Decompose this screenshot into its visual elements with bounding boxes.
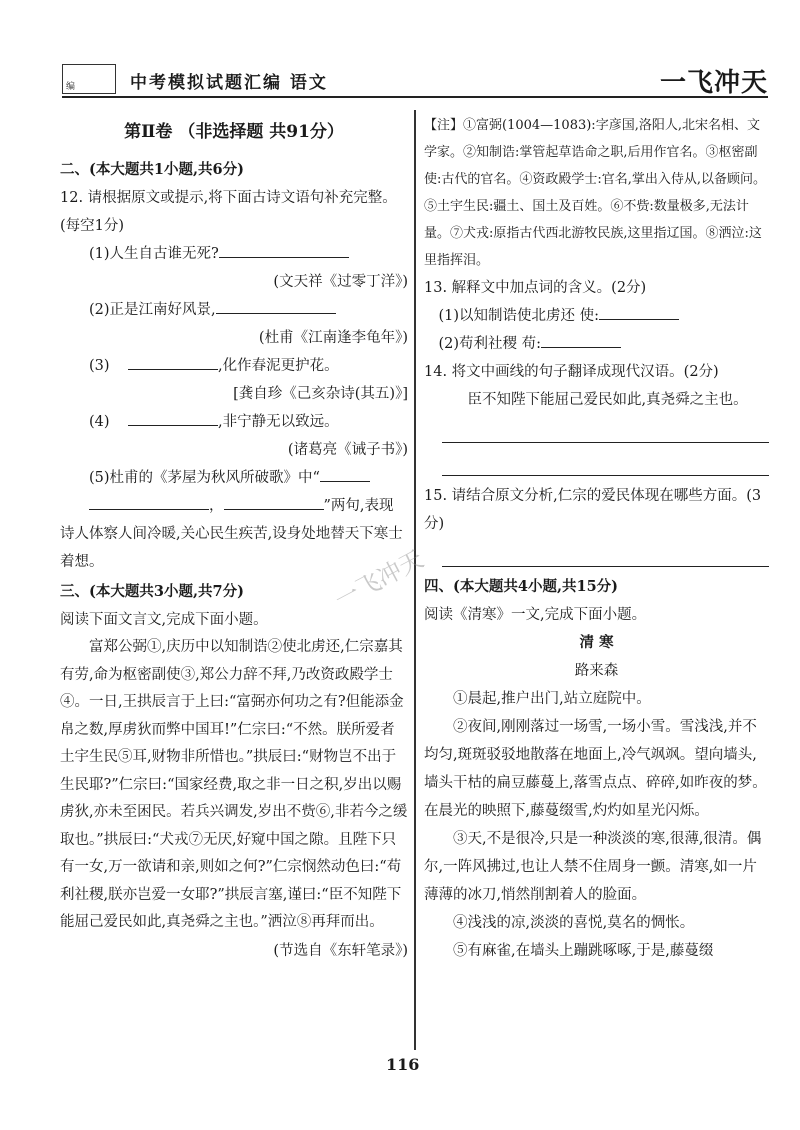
q15: 15. 请结合原文分析,仁宗的爱民体现在哪些方面。(3分) <box>424 488 762 532</box>
answer-blank[interactable] <box>128 409 218 426</box>
part3-heading: 三、(本大题共3小题,共7分) <box>60 583 244 600</box>
page-number: 116 <box>386 1055 420 1074</box>
q14-sentence: 臣不知陛下能屈己爱民如此,真尧舜之主也。 <box>467 392 748 408</box>
column-divider <box>414 110 416 1050</box>
answer-line[interactable] <box>442 449 769 476</box>
header-title: 中考模拟试题汇编 语文 <box>130 73 328 93</box>
q12-1-source: (文天祥《过零丁洋》) <box>273 274 408 290</box>
essay-title: 清 寒 <box>579 634 614 651</box>
q12-3-source: [龚自珍《己亥杂诗(其五)》] <box>233 386 408 402</box>
left-column <box>60 112 408 965</box>
q12-5: (5)杜甫的《茅屋为秋风所破歌》中“ ， ”两句,表现诗人体察人间冷暖,关心民生疾苦,设身处地替天下寒士着想。 <box>60 464 408 576</box>
q12-stem: 12. 请根据原文或提示,将下面古诗文语句补充完整。(每空1分) <box>60 190 397 234</box>
answer-blank[interactable] <box>320 465 370 482</box>
answer-line[interactable] <box>442 416 769 443</box>
notes: 【注】①富弼(1004—1083):字彦国,洛阳人,北宋名相、文学家。②知制诰:掌管起草诰命之职,后用作官名。③枢密副使:古代的官名。④资政殿学士:官名,掌出入侍从,以备顾问。⑤土宇生民:疆土、国土及百姓。⑥不赀:数量极多,无法计量。⑦犬戎:原指古代西北游牧民族,这里指辽国。⑧洒泣:这里指挥泪。 <box>424 118 767 268</box>
q13-1: (1)以知制诰使北虏还 使: <box>424 302 769 330</box>
answer-blank[interactable] <box>224 493 324 510</box>
passage-source: (节选自《东轩笔录》) <box>273 942 408 959</box>
page-header <box>62 60 768 96</box>
essay-author: 路来森 <box>574 663 619 679</box>
right-column <box>424 112 769 965</box>
section-title: 第Ⅱ卷 （非选择题 共91分） <box>124 122 344 142</box>
answer-blank[interactable] <box>599 303 679 320</box>
q12-4-source: (诸葛亮《诫子书》) <box>287 442 408 458</box>
classical-passage: 富郑公弼①,庆历中以知制诰②使北虏还,仁宗嘉其有劳,命为枢密副使③,郑公力辞不拜,乃改资政殿学士④。一日,王拱辰言于上曰:“富弼亦何功之有?但能添金帛之数,厚虏狄而弊中国耳!”仁宗曰:“不然。朕所爱者土宇生民⑤耳,财物非所惜也。”拱辰曰:“财物岂不出于生民耶?”仁宗曰:“国家经费,取之非一日之积,岁出以赐虏狄,亦未至困民。若兵兴调发,岁出不赀⑥,非若今之缓取也。”拱辰曰:“犬戎⑦无厌,好窥中国之隙。且陛下只有一女,万一欲请和亲,则如之何?”仁宗悯然动色曰:“苟利社稷,朕亦岂爱一女耶?”拱辰言塞,谨曰:“臣不知陛下能屈己爱民如此,真尧舜之主也。”洒泣⑧再拜而出。 <box>60 639 408 930</box>
essay-para-5: ⑤有麻雀,在墙头上蹦跳啄啄,于是,藤蔓缀 <box>453 943 714 959</box>
answer-blank[interactable] <box>541 331 621 348</box>
q12-1: (1)人生自古谁无死? <box>60 240 408 268</box>
q12-3: (3) ,化作春泥更护花。 <box>60 352 408 380</box>
part2-heading: 二、(本大题共1小题,共6分) <box>60 161 244 178</box>
answer-blank[interactable] <box>216 297 336 314</box>
header-divider <box>62 96 768 98</box>
q13: 13. 解释文中加点词的含义。(2分) <box>424 280 647 296</box>
q12-4: (4) ,非宁静无以致远。 <box>60 408 408 436</box>
answer-blank[interactable] <box>89 493 209 510</box>
essay-para-2: ②夜间,刚刚落过一场雪,一场小雪。雪浅浅,并不均匀,斑斑驳驳地散落在地面上,冷气飒飒。望向墙头,墙头干枯的扁豆藤蔓上,落雪点点、碎碎,如昨夜的梦。在晨光的映照下,藤蔓缀雪,灼灼如星光闪烁。 <box>424 719 767 819</box>
q13-2: (2)苟利社稷 苟: <box>424 330 769 358</box>
part3-instruction: 阅读下面文言文,完成下面小题。 <box>60 612 268 628</box>
answer-blank[interactable] <box>219 241 349 258</box>
header-logo-text: 编 <box>66 82 76 92</box>
header-brand: 一飞冲天 <box>659 68 768 98</box>
q12-2: (2)正是江南好风景, <box>60 296 408 324</box>
q12-2-source: (杜甫《江南逢李龟年》) <box>258 330 408 346</box>
essay-para-3: ③天,不是很冷,只是一种淡淡的寒,很薄,很清。偶尔,一阵风拂过,也让人禁不住周身一颤。清寒,如一片薄薄的冰刀,悄然削割着人的脸面。 <box>424 831 762 903</box>
watermark: 一飞冲天 <box>330 544 429 615</box>
part4-instruction: 阅读《清寒》一文,完成下面小题。 <box>424 607 647 623</box>
essay-para-1: ①晨起,推户出门,站立庭院中。 <box>453 691 651 707</box>
essay-para-4: ④浅浅的凉,淡淡的喜悦,莫名的惆怅。 <box>453 915 695 931</box>
answer-blank[interactable] <box>128 353 218 370</box>
header-logo <box>62 64 116 94</box>
q14: 14. 将文中画线的句子翻译成现代汉语。(2分) <box>424 364 719 380</box>
part4-heading: 四、(本大题共4小题,共15分) <box>424 578 619 595</box>
answer-line[interactable] <box>442 540 769 567</box>
